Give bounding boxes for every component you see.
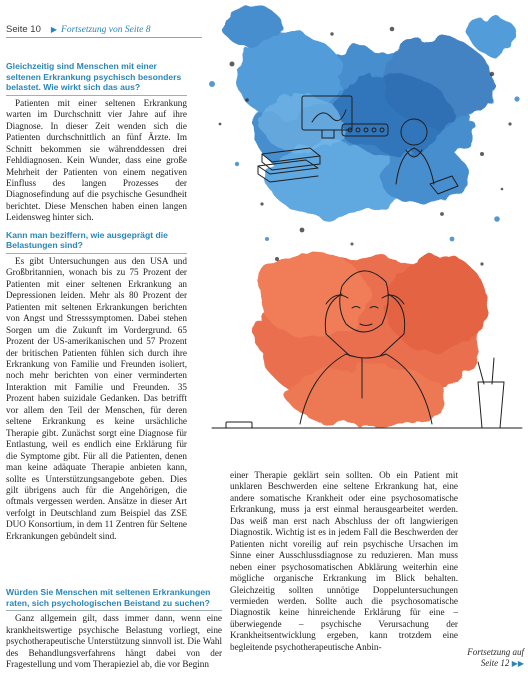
question-2: Kann man beziffern, wie ausgeprägt die Belastungen sind? [6,229,168,251]
answer-1: Patienten mit einer seltenen Erkrankung warten im Durchschnitt vier Jahre auf ihre Diagnose. In dieser Zeit wenden sich die Patienten durchschnittlich an fünf Ärzte. Im Schnitt bekommen sie währenddessen drei Fehldiagnosen. Kein Wunder, dass eine große Mehrheit der Patienten von einem negativen Einfluss des langen Prozesses der Diagnosefindung auf die psychische Gesundheit berichtet. Diese Menschen haben einen langen Leidensweg hinter sich. [6,97,187,223]
question-3: Würden Sie Menschen mit seltenen Erkrankungen raten, sich psychologischen Beistand zu suchen? [6,587,211,608]
answer-3-continued: einer Therapie geklärt sein sollten. Ob ein Patient mit unklaren Beschwerden eine seltene Erkrankung hat, eine andere somatische Krankheit oder eine psychosomatische Erkrankung, muss ja erst einmal herausgearbeitet werden. Das weiß man erst nach Abschluss der oft langwierigen Diagnostik. Wichtig ist es in jedem Fall die Beschwerden der Patienten nicht voreilig auf rein psychische Ursachen im Sinne einer Ausschlussdiagnose zu reduzieren. Man muss neben einer psychosomatischen Abklärung weiterhin eine mögliche organische Erkrankung im Blick behalten. Gleichzeitig sollten unnötige Doppeluntersuchungen vermieden werden. Sollte auch die psychosomatische Diagnostik keine hinreichende Erklärung für eine – überwiegende – psychische Verursachung der Krankheitsentwicklung ergeben, kann trotzdem eine begleitende psychotherapeutische Anbin- [230,470,458,652]
running-header [6,24,206,35]
question-divider [6,95,187,96]
left-column-bottom [6,587,222,670]
orange-watercolor-wash [255,252,489,426]
page-number: Seite 10 [6,24,41,35]
continued-on-text: Fortsetzung auf Seite 12 [467,647,524,668]
double-triangle-right-icon: ▶▶ [511,659,524,668]
triangle-right-icon: ▶ [50,25,58,34]
watercolor-illustration [192,4,528,440]
continued-on-note [462,647,524,669]
right-column-bottom [230,470,458,653]
answer-2: Es gibt Untersuchungen aus den USA und Großbritannien, wonach bis zu 75 Prozent der Patienten mit einer seltenen Erkrankung an Depressionen leiden. Mehr als 80 Prozent der Patienten mit seltenen Erkrankungen berichten von Angst und Stresssymptomen. Dabei stehen Sorgen um die Zukunft im Vordergrund. 65 Prozent der US-amerikanischen und 57 Prozent der britischen Patienten fühlen sich durch ihre Erkrankung von Familie und Freunden isoliert, noch mehr berichten von einer verminderten Interaktion mit Familie und Freunden. 35 Prozent haben suizidale Gedanken. Das betrifft vor allem den Teil der Menschen, für deren seltene Erkrankung es keine ursächliche Therapie gibt. Zunächst sorgt eine Diagnose für Entlastung, weil es endlich eine Erklärung für die Symptome gibt. Für all die Patienten, denen man keine adäquate Therapie anbieten kann, sollte es Unterstützungsangebote geben. Dies gilt übrigens auch für die Angehörigen, die oftmals vergessen werden. Ansätze in dieser Art verfolgt in Deutschland zum Beispiel das ZSE DUO Konsortium, in dem 11 Zentren für Seltene Erkrankungen gebündelt sind. [6,255,187,541]
continued-from-note: Fortsetzung von Seite 8 [61,24,151,35]
glass-drawing [478,358,504,428]
question-divider [6,253,187,254]
header-divider [6,37,202,38]
question-divider [6,610,222,611]
question-1: Gleichzeitig sind Menschen mit einer seltenen Erkrankung psychisch besonders belastet. Wie wirkt sich das aus? [6,61,182,93]
left-column [6,61,187,542]
phone-drawing [226,422,252,428]
answer-3: Ganz allgemein gilt, dass immer dann, wenn eine krankheitswertige psychische Belastung vorliegt, eine psychotherapeutische Unterstützung sinnvoll ist. Die Wahl des Behandlungsverfahrens hängt dabei von der Fragestellung und vom Therapieziel ab, die vor Beginn [6,613,222,669]
